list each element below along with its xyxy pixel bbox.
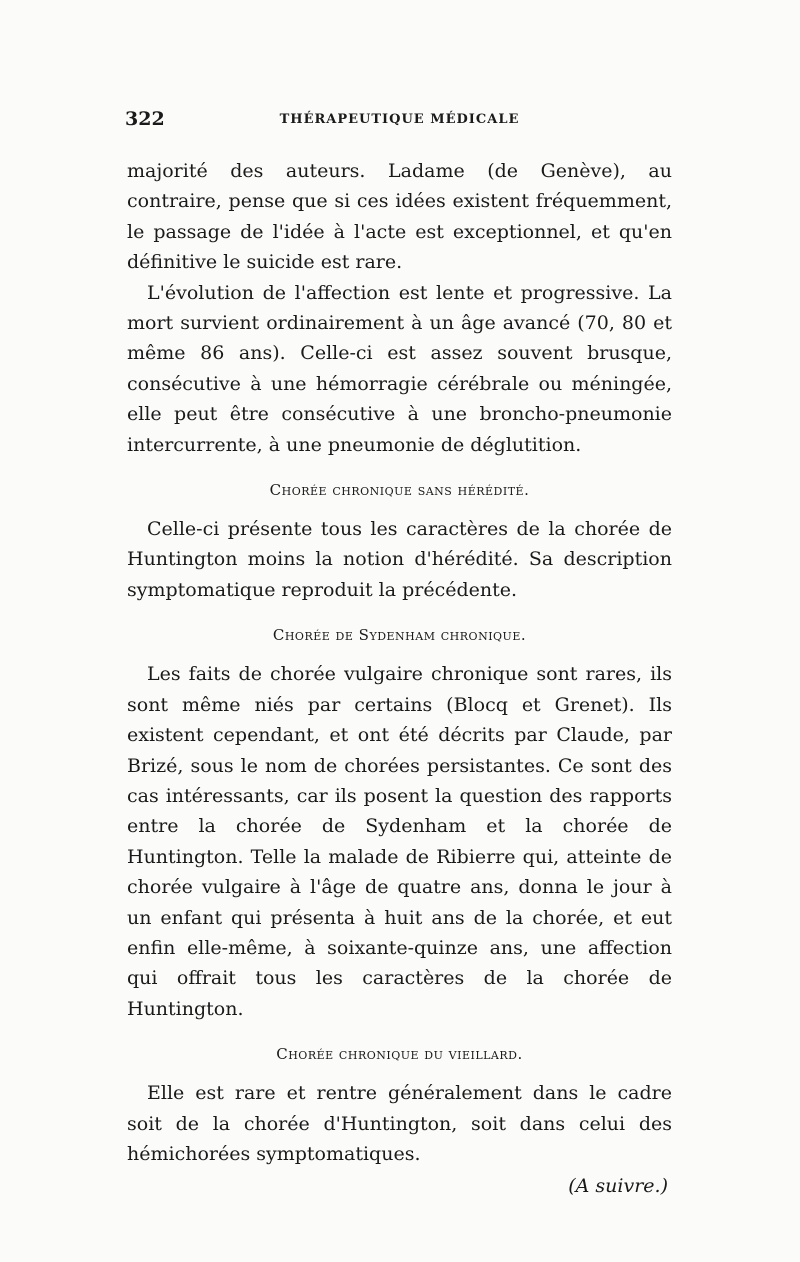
paragraph-3: Celle-ci présente tous les caractères de la chorée de Huntington moins la notion d'hérédité. Sa description symptomatique reproduit la précédente. — [127, 518, 672, 601]
running-title: THÉRAPEUTIQUE MÉDICALE — [279, 112, 520, 127]
paragraph-4: Les faits de chorée vulgaire chronique sont rares, ils sont même niés par certains (Blocq et Grenet). Ils existent cependant, et ont été décrits par Claude, par Brizé, sous le nom de chorées persistantes. Ce sont des cas intéressants, car ils posent la question des rapports entre la chorée de Sydenham et la chorée de Huntington. Telle la malade de Ribierre qui, atteinte de chorée vulgaire à l'âge de quatre ans, donna le jour à un enfant qui présenta à huit ans de la chorée, et eut enfin elle-même, à soixante-quinze ans, une affection qui offrait tous les caractères de la chorée de Huntington. — [127, 663, 672, 1020]
section-title-choree-sydenham: Chorée de Sydenham chronique. — [272, 626, 527, 645]
paragraph-5: Elle est rare et rentre généralement dans le cadre soit de la chorée d'Huntington, soit dans celui des hémichorées symptomatiques. — [127, 1082, 672, 1165]
paragraph-1: majorité des auteurs. Ladame (de Genève), au contraire, pense que si ces idées existent fréquemment, le passage de l'idée à l'acte est exceptionnel, et qu'en définitive le suicide est rare. — [127, 160, 672, 274]
page-number: 322 — [125, 108, 165, 130]
to-be-continued: (A suivre.) — [568, 1175, 668, 1198]
section-title-choree-sans-heredite: Chorée chronique sans hérédité. — [269, 481, 530, 500]
running-head — [127, 108, 672, 148]
paragraph-2: L'évolution de l'affection est lente et progressive. La mort survient ordinairement à un âge avancé (70, 80 et même 86 ans). Celle-ci est assez souvent brusque, consécutive à une hémorragie cérébrale ou méningée, elle peut être consécutive à une broncho-pneumonie intercurrente, à une pneumonie de déglutition. — [127, 281, 672, 456]
section-title-choree-vieillard: Chorée chronique du vieillard. — [276, 1045, 523, 1064]
